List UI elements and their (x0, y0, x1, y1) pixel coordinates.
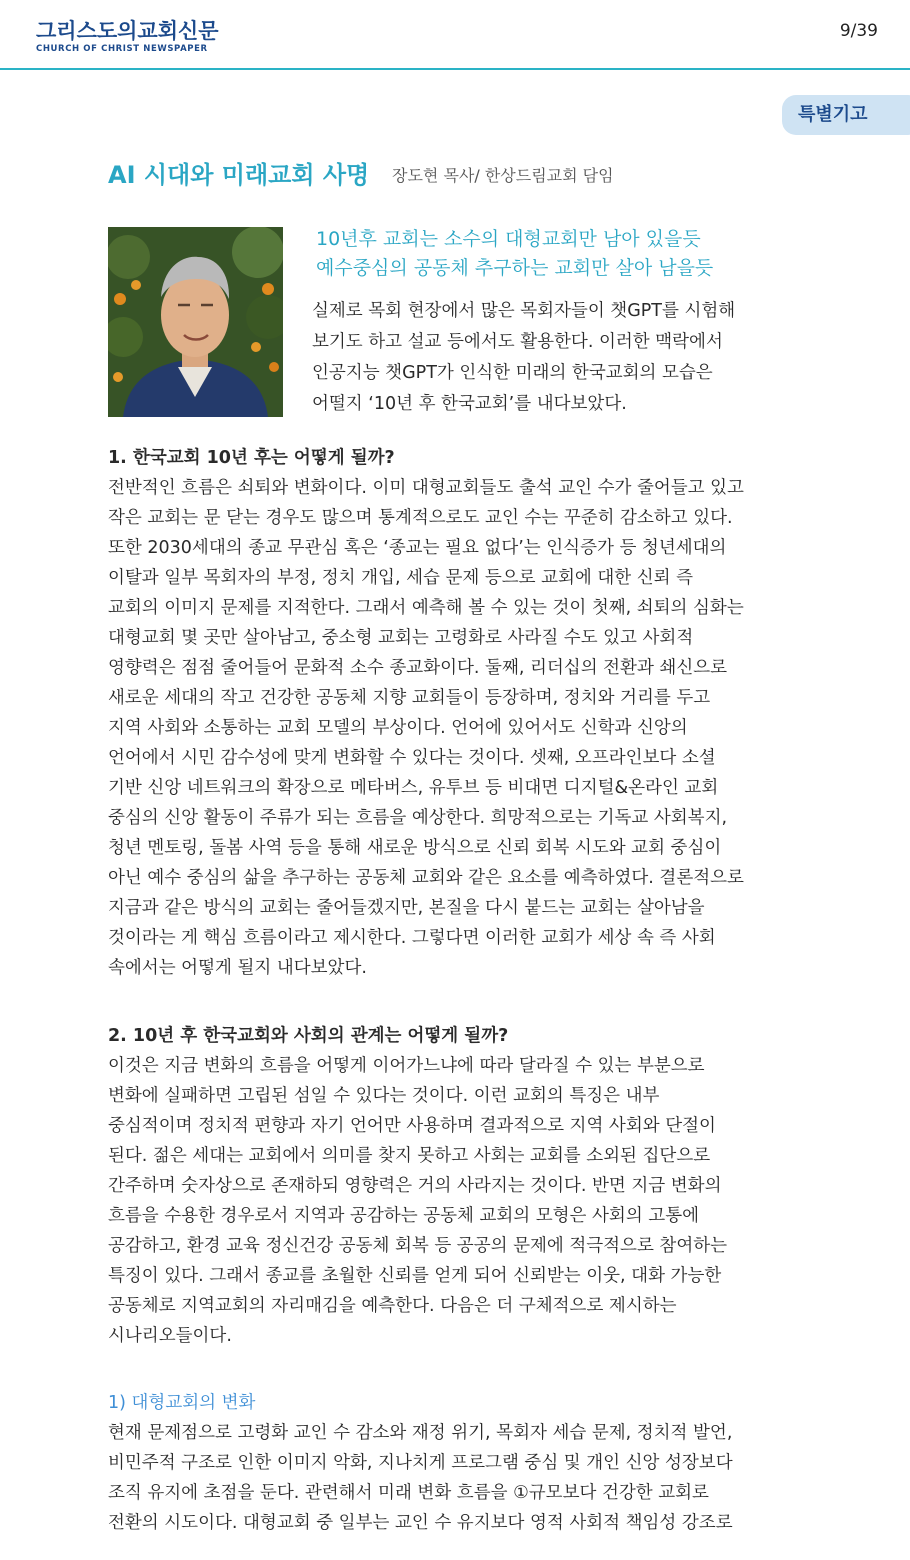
body-line: 된다. 젊은 세대는 교회에서 의미를 찾지 못하고 사회는 교회를 소외된 집단으로 (108, 1146, 711, 1166)
body-line: 공감하고, 환경 교육 정신건강 공동체 회복 등 공공의 문제에 적극적으로 참여하는 (108, 1236, 728, 1256)
article-subtitle-line: 10년후 교회는 소수의 대형교회만 남아 있을듯 (316, 228, 701, 250)
body-line: 지금과 같은 방식의 교회는 줄어들겠지만, 본질을 다시 붙드는 교회는 살아남을 (108, 898, 705, 918)
intro-line: 실제로 목회 현장에서 많은 목회자들이 챗GPT를 시험해 (312, 301, 736, 321)
body-line: 변화에 실패하면 고립된 섬일 수 있다는 것이다. 이런 교회의 특징은 내부 (108, 1086, 660, 1106)
body-line: 지역 사회와 소통하는 교회 모델의 부상이다. 언어에 있어서도 신학과 신앙의 (108, 718, 688, 738)
body-line: 특징이 있다. 그래서 종교를 초월한 신뢰를 얻게 되어 신뢰받는 이웃, 대화 가능한 (108, 1266, 722, 1286)
author-photo (108, 227, 283, 417)
body-line: 흐름을 수용한 경우로서 지역과 공감하는 공동체 교회의 모형은 사회의 고통에 (108, 1206, 700, 1226)
body-line: 중심의 신앙 활동이 주류가 되는 흐름을 예상한다. 희망적으로는 기독교 사회복지, (108, 808, 728, 828)
newspaper-logo-subtitle: CHURCH OF CHRIST NEWSPAPER (36, 44, 208, 54)
body-line: 언어에서 시민 감수성에 맞게 변화할 수 있다는 것이다. 셋째, 오프라인보다 소셜 (108, 748, 716, 768)
section-heading: 2. 10년 후 한국교회와 사회의 관계는 어떻게 될까? (108, 1026, 509, 1046)
body-line: 기반 신앙 네트워크의 확장으로 메타버스, 유투브 등 비대면 디지털&온라인 교회 (108, 778, 719, 798)
category-badge-label: 특별기고 (798, 104, 868, 125)
intro-line: 어떨지 ‘10년 후 한국교회’를 내다보았다. (312, 394, 627, 414)
body-line: 간주하며 숫자상으로 존재하되 영향력은 거의 사라지는 것이다. 반면 지금 변화의 (108, 1176, 722, 1196)
body-line: 전반적인 흐름은 쇠퇴와 변화이다. 이미 대형교회들도 출석 교인 수가 줄어들고 있고 (108, 478, 744, 498)
body-line: 교회의 이미지 문제를 지적한다. 그래서 예측해 볼 수 있는 것이 첫째, 쇠퇴의 심화는 (108, 598, 744, 618)
body-line: 것이라는 게 핵심 흐름이라고 제시한다. 그렇다면 이러한 교회가 세상 속 즉 사회 (108, 928, 716, 948)
body-line: 새로운 세대의 작고 건강한 공동체 지향 교회들이 등장하며, 정치와 거리를 두고 (108, 688, 711, 708)
body-line: 작은 교회는 문 닫는 경우도 많으며 통계적으로도 교인 수는 꾸준히 감소하고 있다. (108, 508, 733, 528)
article-subtitle-line: 예수중심의 공동체 추구하는 교회만 살아 남을듯 (316, 257, 714, 279)
body-line: 아닌 예수 중심의 삶을 추구하는 공동체 교회와 같은 요소를 예측하였다. 결론적으로 (108, 868, 744, 888)
body-line: 공동체로 지역교회의 자리매김을 예측한다. 다음은 더 구체적으로 제시하는 (108, 1296, 677, 1316)
page-header (0, 0, 910, 70)
body-line: 영향력은 점점 줄어들어 문화적 소수 종교화이다. 둘째, 리더십의 전환과 쇄신으로 (108, 658, 728, 678)
body-line: 또한 2030세대의 종교 무관심 혹은 ‘종교는 필요 없다’는 인식증가 등 청년세대의 (108, 538, 727, 558)
body-line: 비민주적 구조로 인한 이미지 악화, 지나치게 프로그램 중심 및 개인 신앙 성장보다 (108, 1453, 733, 1473)
body-line: 청년 멘토링, 돌봄 사역 등을 통해 새로운 방식으로 신뢰 회복 시도와 교회 중심이 (108, 838, 722, 858)
body-line: 전환의 시도이다. 대형교회 중 일부는 교인 수 유지보다 영적 사회적 책임성 강조로 (108, 1513, 733, 1533)
body-line: 대형교회 몇 곳만 살아남고, 중소형 교회는 고령화로 사라질 수도 있고 사회적 (108, 628, 694, 648)
article-title: AI 시대와 미래교회 사명 (108, 161, 370, 189)
body-line: 이것은 지금 변화의 흐름을 어떻게 이어가느냐에 따라 달라질 수 있는 부분으로 (108, 1056, 705, 1076)
newspaper-logo[interactable]: 그리스도의교회신문 (36, 19, 219, 43)
section-heading: 1. 한국교회 10년 후는 어떻게 될까? (108, 448, 395, 468)
body-line: 시나리오들이다. (108, 1326, 232, 1346)
body-line: 중심적이며 정치적 편향과 자기 언어만 사용하며 결과적으로 지역 사회와 단절이 (108, 1116, 716, 1136)
category-badge (782, 95, 910, 135)
intro-line: 인공지능 챗GPT가 인식한 미래의 한국교회의 모습은 (312, 363, 713, 383)
subsection-heading: 1) 대형교회의 변화 (108, 1393, 256, 1413)
page-number: 9/39 (839, 21, 878, 41)
body-line: 현재 문제점으로 고령화 교인 수 감소와 재정 위기, 목회자 세습 문제, 정치적 발언, (108, 1423, 733, 1443)
body-line: 속에서는 어떻게 될지 내다보았다. (108, 958, 367, 978)
body-line: 이탈과 일부 목회자의 부정, 정치 개입, 세습 문제 등으로 교회에 대한 신뢰 즉 (108, 568, 694, 588)
intro-line: 보기도 하고 설교 등에서도 활용한다. 이러한 맥락에서 (312, 332, 723, 352)
body-line: 조직 유지에 초점을 둔다. 관련해서 미래 변화 흐름을 ①규모보다 건강한 교회로 (108, 1483, 709, 1503)
article-author: 장도현 목사/ 한상드림교회 담임 (392, 166, 614, 185)
